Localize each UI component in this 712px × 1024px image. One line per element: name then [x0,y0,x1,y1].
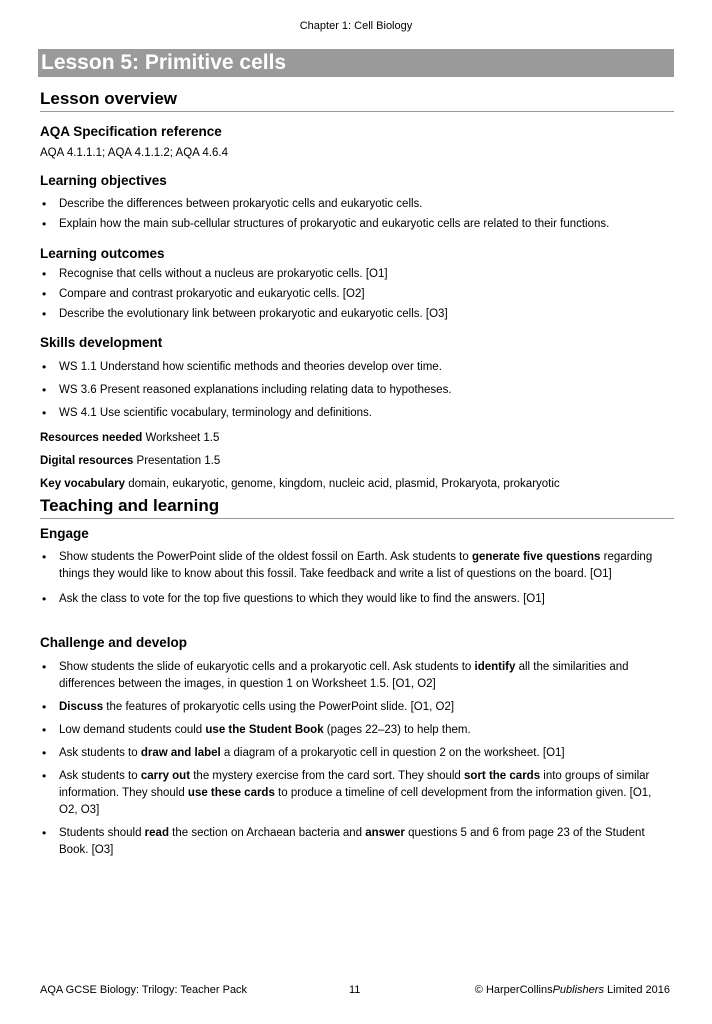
digital-resources [40,453,674,470]
resources-label: Resources needed [40,432,143,444]
outcomes-list [40,266,670,326]
list-item: • Show students the slide of eukaryotic cells and a prokaryotic cell. Ask students to identify all the similarities and differences between the images, in question 1 on Worksheet 1.5. [O1, O2] [40,659,670,693]
footer-book-title: AQA GCSE Biology: Trilogy: Teacher Pack [40,984,248,996]
list-item: • Recognise that cells without a nucleus are prokaryotic cells. [O1] [40,266,670,283]
list-item: • Ask the class to vote for the top five questions to which they would like to find the answers. [O1] [40,591,670,608]
list-item: • Show students the PowerPoint slide of the oldest fossil on Earth. Ask students to generate five questions regarding things they would like to know about this fossil. Take feedback and write a list of questions on the board. [O1] [40,549,670,583]
objectives-heading: Learning objectives [40,173,167,188]
list-item: • Explain how the main sub-cellular structures of prokaryotic and eukaryotic cells are related to their functions. [40,216,670,233]
engage-list [40,549,670,616]
footer-copyright: © HarperCollinsPublishers Limited 2016 [474,984,670,996]
list-item: • Ask students to carry out the mystery exercise from the card sort. They should sort the cards into groups of similar information. They should use these cards to produce a timeline of cell development from the information given. [O1, O2, O3] [40,768,670,819]
list-item: • Students should read the section on Archaean bacteria and answer questions 5 and 6 from page 23 of the Student Book. [O3] [40,825,670,859]
skills-list [40,359,670,428]
challenge-list [40,659,670,865]
spec-heading: AQA Specification reference [40,124,222,139]
engage-heading: Engage [40,526,89,541]
spec-text: AQA 4.1.1.1; AQA 4.1.1.2; AQA 4.6.4 [40,147,228,159]
list-item: • WS 4.1 Use scientific vocabulary, terminology and definitions. [40,405,670,422]
teaching-heading: Teaching and learning [40,496,674,519]
page-number: 11 [349,984,361,996]
outcomes-heading: Learning outcomes [40,246,165,261]
digital-value: Presentation 1.5 [133,455,221,467]
list-item: • Describe the evolutionary link between prokaryotic and eukaryotic cells. [O3] [40,306,670,323]
list-item: • Discuss the features of prokaryotic cells using the PowerPoint slide. [O1, O2] [40,699,670,716]
list-item: • Low demand students could use the Student Book (pages 22–23) to help them. [40,722,670,739]
resources-needed [40,430,674,447]
lesson-overview-heading: Lesson overview [40,89,674,112]
running-head: Chapter 1: Cell Biology [299,20,413,32]
lesson-title-bar [38,49,674,77]
list-item: • WS 1.1 Understand how scientific methods and theories develop over time. [40,359,670,376]
lesson-title: Lesson 5: Primitive cells [41,51,287,74]
list-item: • WS 3.6 Present reasoned explanations including relating data to hypotheses. [40,382,670,399]
list-item: • Ask students to draw and label a diagram of a prokaryotic cell in question 2 on the worksheet. [O1] [40,745,670,762]
skills-heading: Skills development [40,335,163,350]
key-vocabulary [40,476,674,493]
vocab-label: Key vocabulary [40,478,126,490]
objectives-list [40,196,670,236]
resources-value: Worksheet 1.5 [142,432,220,444]
list-item: • Describe the differences between prokaryotic cells and eukaryotic cells. [40,196,670,213]
digital-label: Digital resources [40,455,134,467]
list-item: • Compare and contrast prokaryotic and eukaryotic cells. [O2] [40,286,670,303]
challenge-heading: Challenge and develop [40,635,188,650]
vocab-value: domain, eukaryotic, genome, kingdom, nucleic acid, plasmid, Prokaryota, prokaryotic [125,478,560,490]
